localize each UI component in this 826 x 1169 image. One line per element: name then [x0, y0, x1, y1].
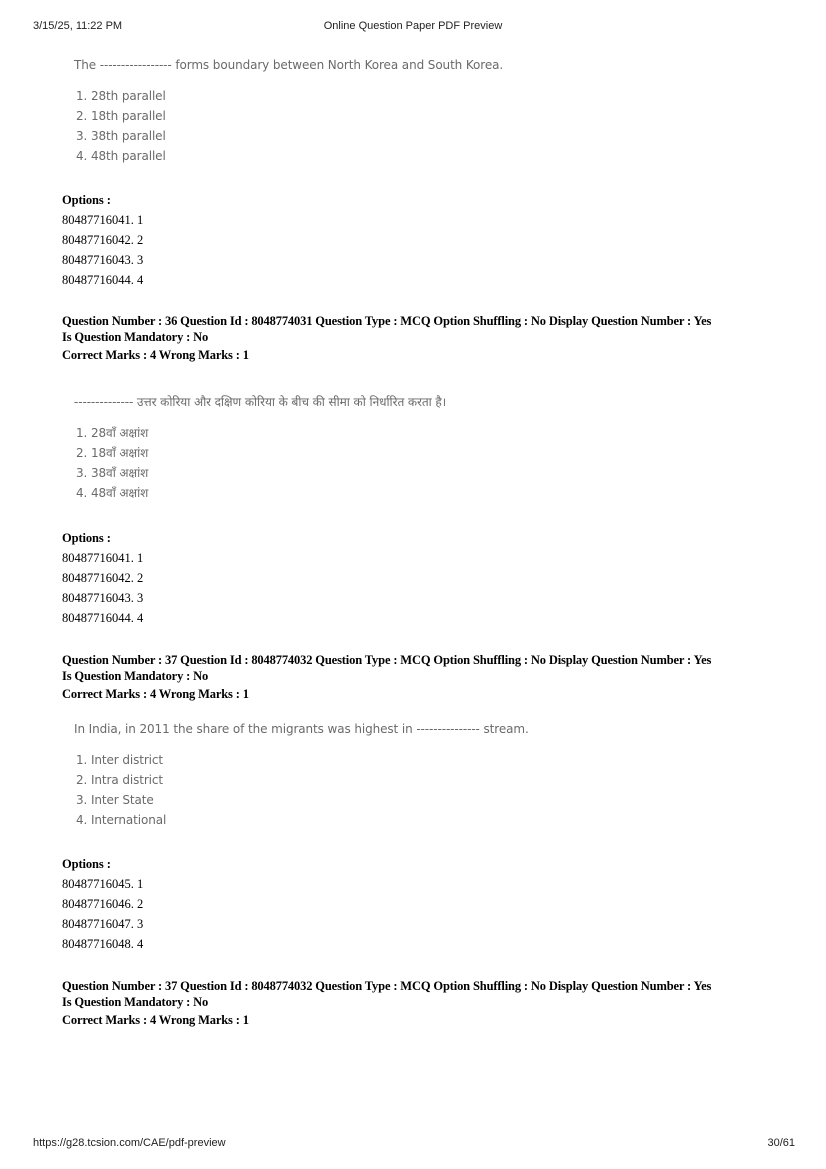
options-label: Options : — [62, 531, 111, 545]
question-option-list — [74, 423, 446, 503]
question-37-meta — [62, 652, 782, 702]
question-36-hindi-image — [74, 393, 446, 503]
option-id: 80487716044. 4 — [62, 273, 144, 287]
question-marks-line: Correct Marks : 4 Wrong Marks : 1 — [62, 687, 249, 701]
question-37-english-image — [74, 720, 529, 830]
print-url: https://g28.tcsion.com/CAE/pdf-preview — [33, 1137, 226, 1149]
question-37-meta-repeat — [62, 978, 782, 1028]
question-info-line: Question Number : 37 Question Id : 8048774032 Question Type : MCQ Option Shuffling : No Display Question Number : Yes — [62, 653, 712, 667]
print-title: Online Question Paper PDF Preview — [323, 20, 503, 32]
question-mandatory-line: Is Question Mandatory : No — [62, 330, 209, 344]
option-id: 80487716042. 2 — [62, 233, 144, 247]
options-block-3 — [62, 855, 143, 954]
question-option: 2. 18th parallel — [76, 109, 166, 123]
question-option: 3. Inter State — [76, 793, 154, 807]
question-option: 4. 48वाँ अक्षांश — [76, 486, 149, 500]
options-label: Options : — [62, 857, 111, 871]
question-option: 3. 38th parallel — [76, 129, 166, 143]
question-info-line: Question Number : 36 Question Id : 8048774031 Question Type : MCQ Option Shuffling : No Display Question Number : Yes — [62, 314, 712, 328]
question-35-english-image — [74, 56, 503, 166]
question-option: 1. 28th parallel — [76, 89, 166, 103]
question-stem: The ----------------- forms boundary between North Korea and South Korea. — [74, 58, 504, 72]
question-option-list — [74, 750, 529, 830]
print-header — [0, 20, 826, 36]
question-36-meta — [62, 313, 782, 363]
question-mandatory-line: Is Question Mandatory : No — [62, 995, 209, 1009]
question-stem: -------------- उत्तर कोरिया और दक्षिण कोरिया के बीच की सीमा को निर्धारित करता है। — [74, 395, 447, 409]
question-info-line: Question Number : 37 Question Id : 8048774032 Question Type : MCQ Option Shuffling : No Display Question Number : Yes — [62, 979, 712, 993]
question-stem: In India, in 2011 the share of the migrants was highest in --------------- stream. — [74, 722, 529, 736]
question-option: 1. 28वाँ अक्षांश — [76, 426, 149, 440]
option-id: 80487716043. 3 — [62, 253, 144, 267]
option-id: 80487716041. 1 — [62, 213, 144, 227]
option-id: 80487716047. 3 — [62, 917, 144, 931]
question-option: 2. 18वाँ अक्षांश — [76, 446, 149, 460]
print-datetime: 3/15/25, 11:22 PM — [33, 20, 123, 32]
print-footer — [0, 1137, 826, 1153]
option-id: 80487716046. 2 — [62, 897, 144, 911]
option-id: 80487716042. 2 — [62, 571, 144, 585]
option-id: 80487716048. 4 — [62, 937, 144, 951]
options-block-2 — [62, 529, 143, 628]
question-option: 3. 38वाँ अक्षांश — [76, 466, 149, 480]
question-mandatory-line: Is Question Mandatory : No — [62, 669, 209, 683]
option-id: 80487716041. 1 — [62, 551, 144, 565]
page-number: 30/61 — [767, 1137, 795, 1149]
option-id: 80487716043. 3 — [62, 591, 144, 605]
question-option-list — [74, 86, 503, 166]
question-marks-line: Correct Marks : 4 Wrong Marks : 1 — [62, 1013, 249, 1027]
question-option: 4. International — [76, 813, 167, 827]
option-id: 80487716044. 4 — [62, 611, 144, 625]
option-id: 80487716045. 1 — [62, 877, 144, 891]
question-marks-line: Correct Marks : 4 Wrong Marks : 1 — [62, 348, 249, 362]
question-option: 1. Inter district — [76, 753, 164, 767]
options-block-1 — [62, 191, 143, 290]
question-option: 4. 48th parallel — [76, 149, 166, 163]
question-option: 2. Intra district — [76, 773, 163, 787]
options-label: Options : — [62, 193, 111, 207]
